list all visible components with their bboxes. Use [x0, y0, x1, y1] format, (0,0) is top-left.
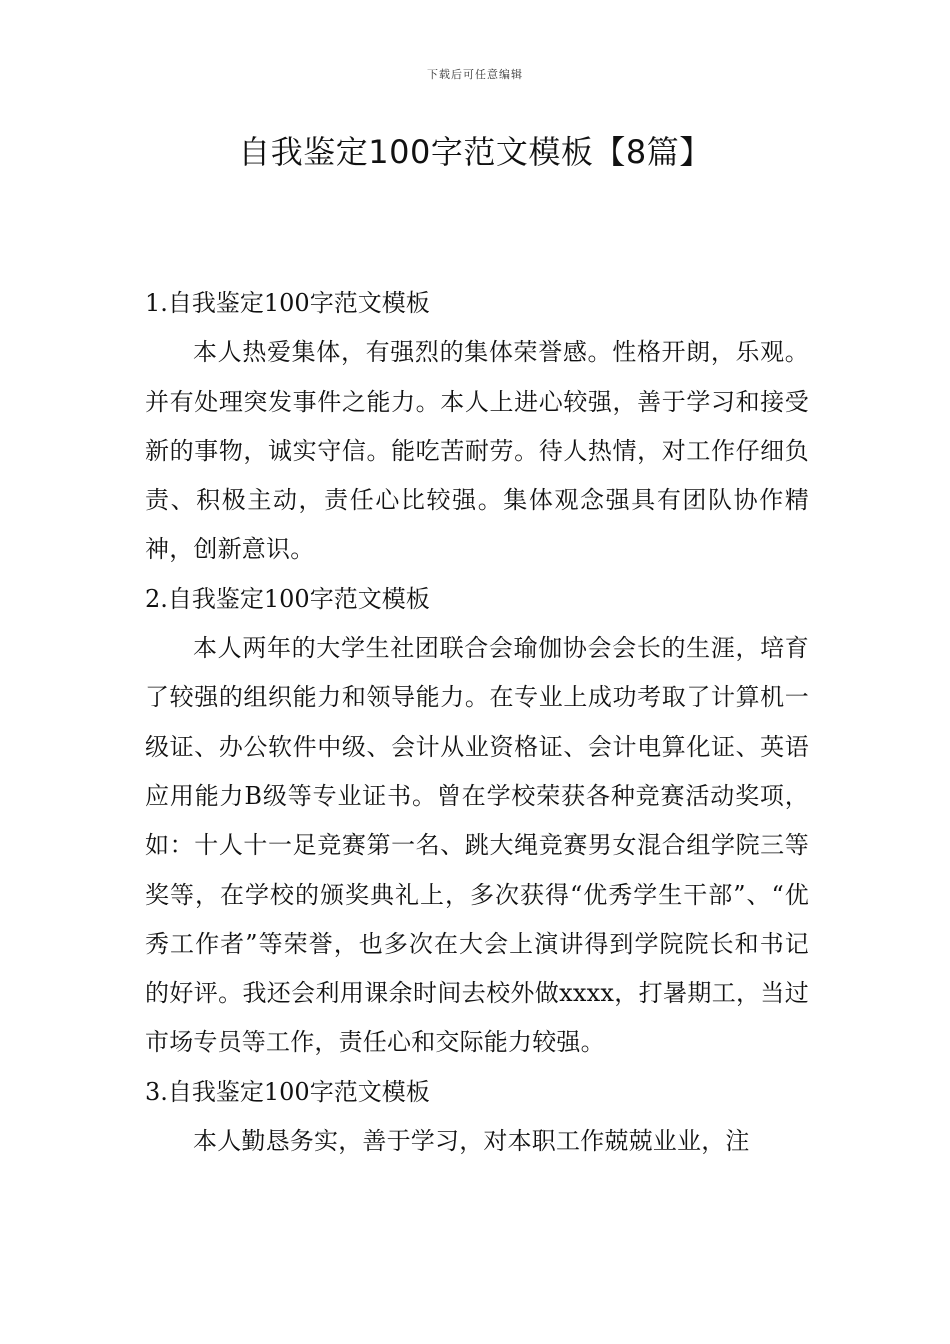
section-body-2: 本人两年的大学生社团联合会瑜伽协会会长的生涯，培育了较强的组织能力和领导能力。在专业上成功考取了计算机一级证、办公软件中级、会计从业资格证、会计电算化证、英语应用能力B级等专业证书。曾在学校荣获各种竞赛活动奖项，如：十人十一足竞赛第一名、跳大绳竞赛男女混合组学院三等奖等，在学校的颁奖典礼上，多次获得“优秀学生干部”、“优秀工作者”等荣誉，也多次在大会上演讲得到学院院长和书记的好评。我还会利用课余时间去校外做xxxx，打暑期工，当过市场专员等工作，责任心和交际能力较强。 — [145, 634, 809, 1057]
document-title: 自我鉴定100字范文模板【8篇】 — [238, 133, 712, 171]
section-heading-2: 2.自我鉴定100字范文模板 — [145, 584, 430, 613]
section-heading-1: 1.自我鉴定100字范文模板 — [145, 289, 430, 317]
section-heading-3: 3.自我鉴定100字范文模板 — [145, 1077, 430, 1106]
section-body-3: 本人勤恳务实，善于学习，对本职工作兢兢业业，注 — [193, 1127, 750, 1156]
document-content — [145, 279, 809, 1166]
header-note: 下载后可任意编辑 — [427, 68, 523, 81]
section-body-1: 本人热爱集体，有强烈的集体荣誉感。性格开朗，乐观。并有处理突发事件之能力。本人上进心较强，善于学习和接受新的事物，诚实守信。能吃苦耐劳。待人热情，对工作仔细负责、积极主动，责任心比较强。集体观念强具有团队协作精神，创新意识。 — [145, 338, 809, 564]
